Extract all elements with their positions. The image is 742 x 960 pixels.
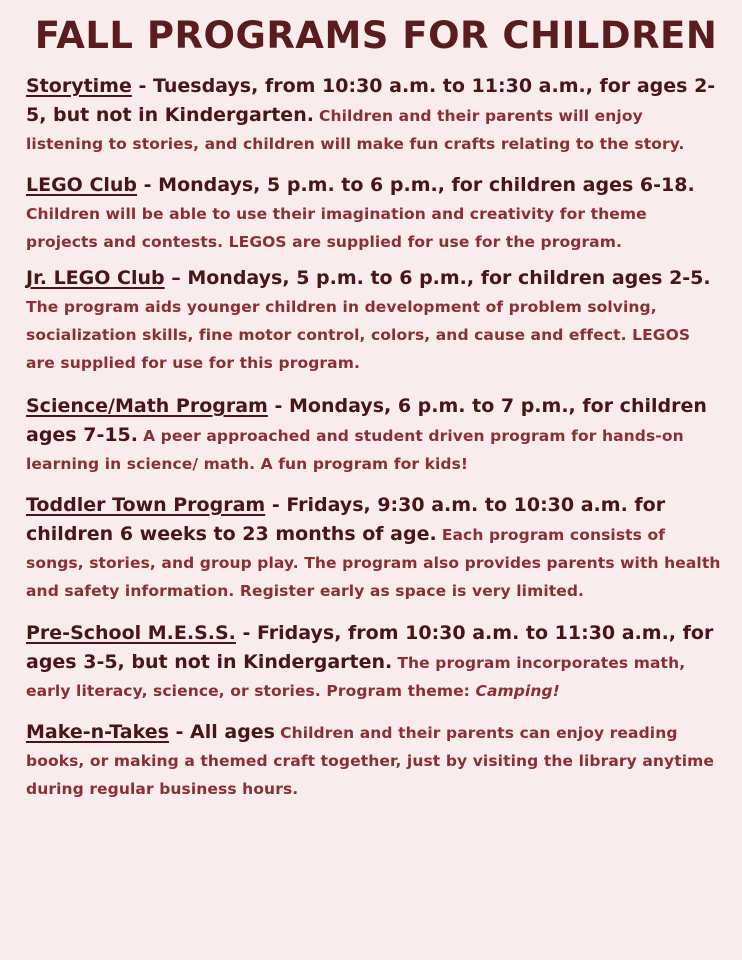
program-separator: - [131, 75, 153, 97]
program-name: LEGO Club [26, 174, 138, 196]
program-make-n-takes [26, 718, 722, 803]
program-name: Science/Math Program [26, 395, 268, 417]
program-description: The program aids younger children in development of problem solving, socialization skills, fine motor control, colors, and cause and effect. LEGOS are supplied for use for this program. [26, 298, 691, 372]
program-separator: – [164, 267, 188, 289]
program-separator: - [137, 174, 159, 196]
program-description: A peer approached and student driven program for hands-on learning in science/ math. A fun program for kids! [26, 427, 684, 473]
program-schedule: Tuesdays, from 10:30 a.m. to 11:30 a.m., for ages 2-5, but not in Kindergarten. [26, 75, 716, 126]
program-description: Children and their parents will enjoy listening to stories, and children will make fun crafts relating to the story. [26, 107, 685, 153]
program-lego-club [26, 171, 722, 256]
program-name: Toddler Town Program [26, 494, 266, 516]
program-schedule: Mondays, 6 p.m. to 7 p.m., for children ages 7-15. [26, 395, 707, 446]
program-toddler-town [26, 491, 722, 605]
flyer-title: FALL PROGRAMS FOR CHILDREN [34, 14, 718, 57]
program-storytime [26, 72, 722, 158]
program-separator: - [267, 395, 289, 417]
program-separator: - [265, 494, 287, 516]
program-jr-lego-club [26, 264, 722, 377]
program-name: Pre-School M.E.S.S. [26, 622, 236, 644]
program-schedule: Fridays, 9:30 a.m. to 10:30 a.m. for children 6 weeks to 23 months of age. [26, 494, 666, 545]
program-schedule: Fridays, from 10:30 a.m. to 11:30 a.m., for ages 3-5, but not in Kindergarten. [26, 622, 714, 673]
program-schedule: Mondays, 5 p.m. to 6 p.m., for children ages 2-5. [187, 267, 711, 289]
program-science-math [26, 392, 722, 478]
program-description-text: The program incorporates math, early literacy, science, or stories. Program theme: [26, 654, 686, 700]
program-theme: Camping! [475, 682, 560, 700]
program-description: Each program consists of songs, stories, and group play. The program also provides parents with health and safety information. Register early as space is very limited. [26, 526, 721, 600]
program-description: Children and their parents can enjoy reading books, or making a themed craft together, just by visiting the library anytime during regular business hours. [26, 724, 715, 798]
program-name: Make-n-Takes [26, 721, 169, 743]
program-description: Children will be able to use their imagination and creativity for theme projects and contests. LEGOS are supplied for use for the program. [26, 205, 647, 251]
program-schedule: All ages [190, 721, 275, 743]
program-separator: - [235, 622, 258, 644]
program-pre-school-mess [26, 619, 722, 705]
program-schedule: Mondays, 5 p.m. to 6 p.m., for children ages 6-18. [158, 174, 695, 196]
program-separator: - [168, 721, 191, 743]
program-name: Storytime [26, 75, 132, 97]
program-name: Jr. LEGO Club [26, 267, 165, 289]
